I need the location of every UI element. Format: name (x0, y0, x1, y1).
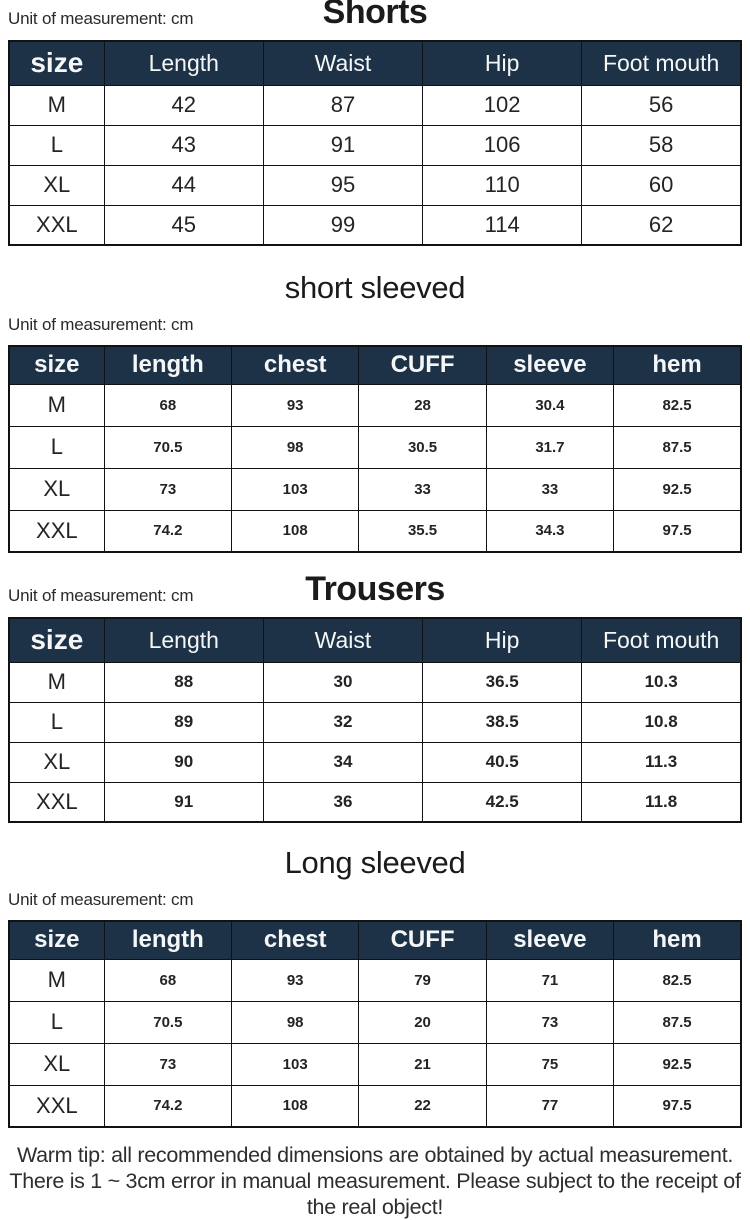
size-row-l (9, 125, 741, 165)
size-row-l (9, 1001, 741, 1043)
measurement-cell: 68 (104, 959, 231, 1001)
unit-of-measurement-label: Unit of measurement: cm (8, 586, 194, 605)
column-header-foot-mouth: Foot mouth (582, 41, 741, 85)
size-label-cell: L (9, 1001, 104, 1043)
column-header-size: size (9, 41, 104, 85)
size-label-cell: XL (9, 742, 104, 782)
size-row-xl (9, 1043, 741, 1085)
measurement-cell: 106 (423, 125, 582, 165)
measurement-cell: 99 (263, 205, 422, 245)
size-row-l (9, 426, 741, 468)
column-header-hip: Hip (423, 618, 582, 662)
column-header-chest: chest (232, 346, 359, 384)
size-chart-section (8, 565, 742, 823)
measurement-cell: 70.5 (104, 426, 231, 468)
measurement-cell: 73 (104, 1043, 231, 1085)
measurement-cell: 95 (263, 165, 422, 205)
size-row-l (9, 702, 741, 742)
column-header-length: length (104, 921, 231, 959)
size-table (8, 617, 742, 823)
size-row-xl (9, 742, 741, 782)
size-chart-section (8, 270, 742, 553)
column-header-length: length (104, 346, 231, 384)
measurement-cell: 11.3 (582, 742, 741, 782)
measurement-cell: 91 (104, 782, 263, 822)
measurement-cell: 44 (104, 165, 263, 205)
size-label-cell: L (9, 426, 104, 468)
warm-tip-text: Warm tip: all recommended dimensions are obtained by actual measurement. There is 1 ~ 3cm error in manual measurement. Please subject to the receipt of the real object! (9, 1143, 741, 1219)
measurement-cell: 79 (359, 959, 486, 1001)
measurement-cell: 32 (263, 702, 422, 742)
measurement-cell: 58 (582, 125, 741, 165)
size-row-xxl (9, 1085, 741, 1127)
measurement-cell: 42.5 (423, 782, 582, 822)
size-label-cell: M (9, 384, 104, 426)
column-header-size: size (9, 346, 104, 384)
measurement-cell: 87.5 (614, 426, 741, 468)
size-row-m (9, 662, 741, 702)
table-header-row (9, 921, 741, 959)
measurement-cell: 36 (263, 782, 422, 822)
size-row-m (9, 85, 741, 125)
size-chart-section (8, 845, 742, 1128)
size-table (8, 345, 742, 553)
section-header (8, 845, 742, 910)
measurement-cell: 73 (104, 468, 231, 510)
measurement-cell: 10.3 (582, 662, 741, 702)
column-header-length: Length (104, 618, 263, 662)
column-header-chest: chest (232, 921, 359, 959)
column-header-sleeve: sleeve (486, 921, 613, 959)
size-label-cell: L (9, 702, 104, 742)
measurement-cell: 68 (104, 384, 231, 426)
measurement-cell: 92.5 (614, 468, 741, 510)
measurement-cell: 45 (104, 205, 263, 245)
size-label-cell: XL (9, 1043, 104, 1085)
size-label-cell: M (9, 85, 104, 125)
measurement-cell: 33 (359, 468, 486, 510)
section-title: Long sleeved (284, 845, 466, 880)
unit-of-measurement-label: Unit of measurement: cm (8, 890, 194, 909)
column-header-cuff: CUFF (359, 346, 486, 384)
measurement-cell: 108 (232, 510, 359, 552)
size-label-cell: L (9, 125, 104, 165)
measurement-cell: 21 (359, 1043, 486, 1085)
column-header-cuff: CUFF (359, 921, 486, 959)
size-label-cell: XL (9, 468, 104, 510)
column-header-waist: Waist (263, 618, 422, 662)
measurement-cell: 82.5 (614, 959, 741, 1001)
measurement-cell: 42 (104, 85, 263, 125)
measurement-cell: 31.7 (486, 426, 613, 468)
measurement-cell: 34.3 (486, 510, 613, 552)
column-header-hem: hem (614, 346, 741, 384)
measurement-cell: 93 (232, 959, 359, 1001)
section-header (8, 270, 742, 335)
measurement-cell: 103 (232, 1043, 359, 1085)
size-row-xxl (9, 205, 741, 245)
column-header-hip: Hip (423, 41, 582, 85)
table-header-row (9, 41, 741, 85)
measurement-cell: 30.5 (359, 426, 486, 468)
measurement-cell: 30 (263, 662, 422, 702)
size-row-xxl (9, 510, 741, 552)
size-row-m (9, 959, 741, 1001)
size-label-cell: XXL (9, 1085, 104, 1127)
measurement-cell: 102 (423, 85, 582, 125)
section-title: short sleeved (284, 270, 466, 305)
measurement-cell: 71 (486, 959, 613, 1001)
measurement-cell: 34 (263, 742, 422, 782)
size-table (8, 40, 742, 246)
measurement-cell: 74.2 (104, 1085, 231, 1127)
size-label-cell: XXL (9, 510, 104, 552)
unit-of-measurement-label: Unit of measurement: cm (8, 315, 194, 334)
measurement-cell: 75 (486, 1043, 613, 1085)
size-label-cell: XXL (9, 782, 104, 822)
size-row-xxl (9, 782, 741, 822)
measurement-cell: 30.4 (486, 384, 613, 426)
measurement-cell: 43 (104, 125, 263, 165)
measurement-cell: 90 (104, 742, 263, 782)
measurement-cell: 92.5 (614, 1043, 741, 1085)
measurement-cell: 103 (232, 468, 359, 510)
measurement-cell: 10.8 (582, 702, 741, 742)
measurement-cell: 35.5 (359, 510, 486, 552)
section-header (8, 0, 742, 40)
measurement-cell: 74.2 (104, 510, 231, 552)
size-table (8, 920, 742, 1128)
size-label-cell: XL (9, 165, 104, 205)
table-header-row (9, 346, 741, 384)
column-header-size: size (9, 618, 104, 662)
size-label-cell: XXL (9, 205, 104, 245)
section-title: Shorts (322, 0, 428, 31)
size-row-xl (9, 165, 741, 205)
measurement-cell: 20 (359, 1001, 486, 1043)
section-header (8, 565, 742, 617)
measurement-cell: 89 (104, 702, 263, 742)
column-header-length: Length (104, 41, 263, 85)
measurement-cell: 33 (486, 468, 613, 510)
measurement-cell: 98 (232, 1001, 359, 1043)
measurement-cell: 11.8 (582, 782, 741, 822)
measurement-cell: 91 (263, 125, 422, 165)
measurement-cell: 108 (232, 1085, 359, 1127)
measurement-cell: 56 (582, 85, 741, 125)
size-label-cell: M (9, 662, 104, 702)
size-chart-section (8, 0, 742, 246)
size-label-cell: M (9, 959, 104, 1001)
column-header-size: size (9, 921, 104, 959)
measurement-cell: 77 (486, 1085, 613, 1127)
measurement-cell: 88 (104, 662, 263, 702)
section-title: Trousers (305, 570, 445, 608)
measurement-cell: 62 (582, 205, 741, 245)
size-row-xl (9, 468, 741, 510)
measurement-cell: 87.5 (614, 1001, 741, 1043)
measurement-cell: 93 (232, 384, 359, 426)
measurement-cell: 36.5 (423, 662, 582, 702)
column-header-foot-mouth: Foot mouth (582, 618, 741, 662)
size-row-m (9, 384, 741, 426)
table-header-row (9, 618, 741, 662)
measurement-cell: 40.5 (423, 742, 582, 782)
column-header-sleeve: sleeve (486, 346, 613, 384)
column-header-waist: Waist (263, 41, 422, 85)
measurement-cell: 38.5 (423, 702, 582, 742)
measurement-cell: 97.5 (614, 510, 741, 552)
measurement-cell: 60 (582, 165, 741, 205)
unit-of-measurement-label: Unit of measurement: cm (8, 9, 194, 28)
measurement-cell: 87 (263, 85, 422, 125)
measurement-cell: 98 (232, 426, 359, 468)
column-header-hem: hem (614, 921, 741, 959)
measurement-cell: 110 (423, 165, 582, 205)
measurement-cell: 70.5 (104, 1001, 231, 1043)
measurement-cell: 22 (359, 1085, 486, 1127)
measurement-cell: 28 (359, 384, 486, 426)
measurement-cell: 114 (423, 205, 582, 245)
measurement-cell: 73 (486, 1001, 613, 1043)
measurement-cell: 97.5 (614, 1085, 741, 1127)
measurement-cell: 82.5 (614, 384, 741, 426)
